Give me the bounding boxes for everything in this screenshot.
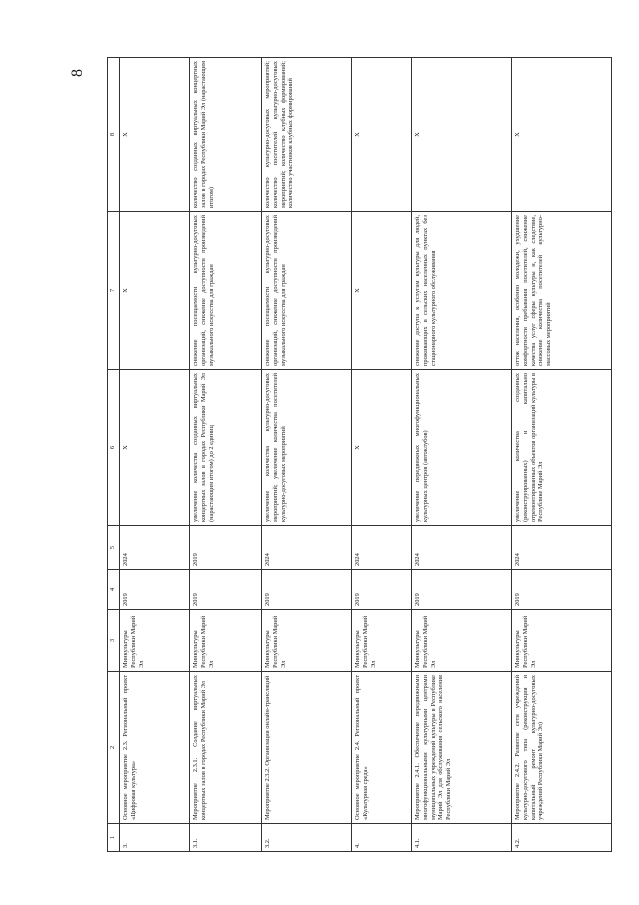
row-number: 4. bbox=[352, 824, 412, 852]
end-year: 2024 bbox=[352, 526, 412, 570]
table-row bbox=[352, 58, 412, 852]
column-number: 1 bbox=[108, 824, 120, 852]
executor: Минкультуры Республики Марий Эл bbox=[262, 610, 352, 672]
column-number: 2 bbox=[108, 672, 120, 824]
related-indicator: X bbox=[352, 58, 412, 212]
end-year: 2024 bbox=[120, 526, 190, 570]
expected-result: увеличение передвижных многофункциональных культурных центров (автоклубов) bbox=[412, 370, 512, 526]
expected-result: увеличение количества культурно-досуговых мероприятий; увеличение количества посетителей культурно-досуговых мероприятий bbox=[262, 370, 352, 526]
end-year: 2024 bbox=[412, 526, 512, 570]
end-year: 2024 bbox=[262, 526, 352, 570]
column-number: 4 bbox=[108, 570, 120, 610]
rotated-page-content bbox=[107, 58, 633, 852]
row-number: 3.2. bbox=[262, 824, 352, 852]
column-number: 7 bbox=[108, 212, 120, 370]
row-number: 3.1. bbox=[190, 824, 262, 852]
page-number: 8 bbox=[69, 69, 86, 77]
expected-result: X bbox=[352, 370, 412, 526]
executor: Минкультуры Республики Марий Эл bbox=[512, 610, 612, 672]
column-number: 6 bbox=[108, 370, 120, 526]
expected-result: X bbox=[120, 370, 190, 526]
related-indicator: X bbox=[512, 58, 612, 212]
related-indicator: X bbox=[412, 58, 512, 212]
table-row bbox=[120, 58, 190, 852]
measure-name: Мероприятие 2.3.2. Организация онлайн-трансляций bbox=[262, 672, 352, 824]
measure-name: Мероприятие 2.3.1. Создание виртуальных концертных залов в городах Республики Марий Эл bbox=[190, 672, 262, 824]
table-row bbox=[262, 58, 352, 852]
start-year: 2019 bbox=[120, 570, 190, 610]
start-year: 2019 bbox=[262, 570, 352, 610]
executor: Минкультуры Республики Марий Эл bbox=[412, 610, 512, 672]
table-row bbox=[412, 58, 512, 852]
end-year: 2024 bbox=[512, 526, 612, 570]
measure-name: Основное мероприятие 2.4. Региональный проект «Культурная среда» bbox=[352, 672, 412, 824]
start-year: 2019 bbox=[190, 570, 262, 610]
table-row bbox=[190, 58, 262, 852]
row-number: 3. bbox=[120, 824, 190, 852]
non-implementation-consequence: X bbox=[352, 212, 412, 370]
row-number: 4.1. bbox=[412, 824, 512, 852]
expected-result: увеличение количества созданных (реконструированных) и капитально отремонтированных объектов организаций культуры в Республике Марий Эл bbox=[512, 370, 612, 526]
measure-name: Мероприятие 2.4.2. Развитие сети учреждений культурно-досугового типа (реконструкция и капитальный ремонт культурно-досуговых учреждений Республики Марий Эл) bbox=[512, 672, 612, 824]
non-implementation-consequence: X bbox=[120, 212, 190, 370]
related-indicator: количество культурно-досуговых мероприятий; количество посетителей культурно-досуговых мероприятий; количество клубных формирований; количество участников клубных формирований bbox=[262, 58, 352, 212]
table-row bbox=[512, 58, 612, 852]
non-implementation-consequence: снижение посещаемости культурно-досуговых организаций, снижение доступности произведений музыкального искусства для граждан bbox=[262, 212, 352, 370]
executor: Минкультуры Республики Марий Эл bbox=[120, 610, 190, 672]
non-implementation-consequence: снижение посещаемости культурно-досуговых организаций, снижение доступности произведений музыкального искусства для граждан bbox=[190, 212, 262, 370]
column-number: 8 bbox=[108, 58, 120, 212]
column-number: 3 bbox=[108, 610, 120, 672]
column-number-row bbox=[108, 58, 120, 852]
measure-name: Основное мероприятие 2.3. Региональный проект «Цифровая культура» bbox=[120, 672, 190, 824]
program-measures-table bbox=[107, 57, 612, 852]
start-year: 2019 bbox=[412, 570, 512, 610]
non-implementation-consequence: снижение доступа к услугам культуры для людей, проживающих в сельских населенных пунктах без стационарного культурного обслуживания bbox=[412, 212, 512, 370]
end-year: 2019 bbox=[190, 526, 262, 570]
executor: Минкультуры Республики Марий Эл bbox=[352, 610, 412, 672]
non-implementation-consequence: отток населения, особенно молодежи, ухудшение комфортности пребывания посетителей, снижение качества услуг сферы культуры и, как следствие, снижение количества посетителей культурно-массовых мероприятий bbox=[512, 212, 612, 370]
row-number: 4.2. bbox=[512, 824, 612, 852]
executor: Минкультуры Республики Марий Эл bbox=[190, 610, 262, 672]
measure-name: Мероприятие 2.4.1. Обеспечение передвижными многофункциональными культурными центрами муниципальных учреждений культуры в Республике Марий Эл для обслуживания сельского населения Республики Марий Эл bbox=[412, 672, 512, 824]
expected-result: увеличение количества созданных виртуальных концертных залов в городах Республики Марий Эл (нарастающим итогом) до 2 единиц bbox=[190, 370, 262, 526]
related-indicator: количество созданных виртуальных концертных залов в городах Республики Марий Эл (нарастающим итогом) bbox=[190, 58, 262, 212]
start-year: 2019 bbox=[512, 570, 612, 610]
related-indicator: X bbox=[120, 58, 190, 212]
start-year: 2019 bbox=[352, 570, 412, 610]
column-number: 5 bbox=[108, 526, 120, 570]
